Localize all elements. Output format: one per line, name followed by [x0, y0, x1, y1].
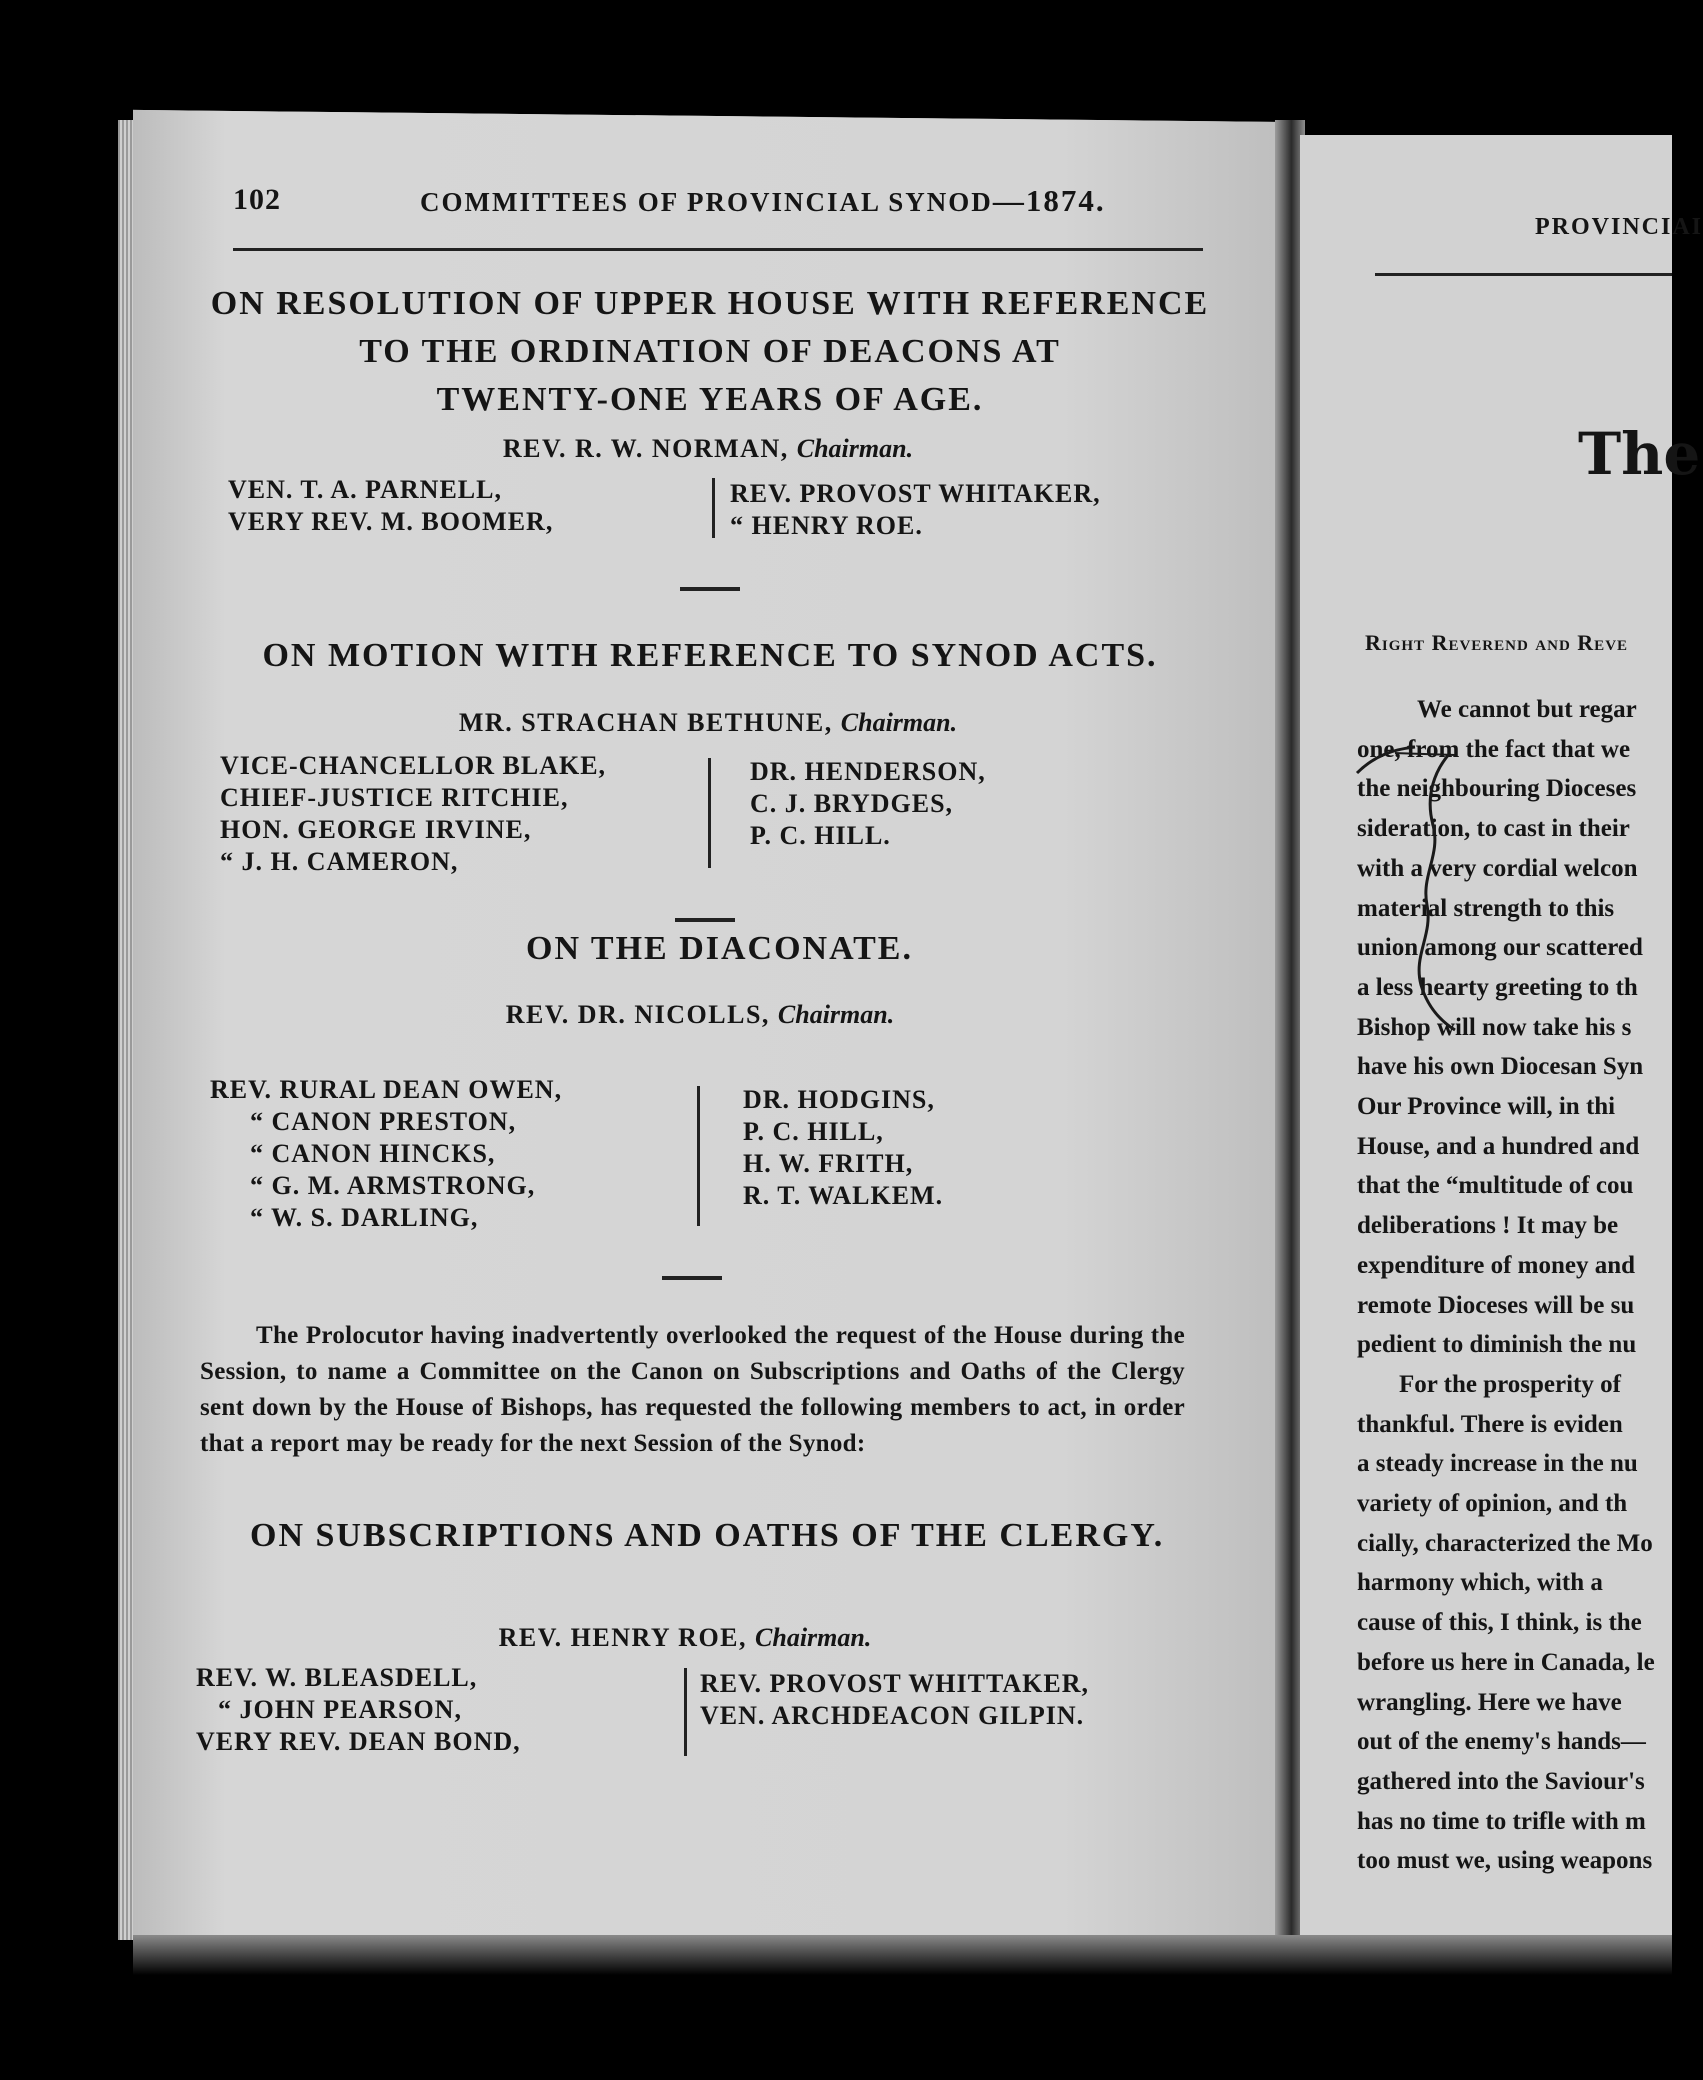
member: “ G. M. ARMSTRONG,: [250, 1171, 536, 1200]
members-left: [220, 750, 606, 878]
member: P. C. HILL.: [750, 821, 891, 850]
chairman-name: REV. HENRY ROE,: [498, 1623, 748, 1652]
right-header-rule: [1375, 273, 1672, 276]
chairman-role: Chairman.: [796, 434, 914, 463]
running-head-text: COMMITTEES OF PROVINCIAL SYNOD: [420, 187, 993, 217]
text-line: pedient to diminish the nu: [1357, 1331, 1637, 1359]
text-line: wrangling. Here we have: [1357, 1688, 1622, 1716]
chairman-role: Chairman.: [840, 708, 958, 737]
member: C. J. BRYDGES,: [750, 789, 954, 818]
chairman-role: Chairman.: [777, 1000, 895, 1029]
member: “ HENRY ROE.: [730, 511, 923, 540]
member: HON. GEORGE IRVINE,: [220, 815, 532, 844]
text-line: that the “multitude of cou: [1357, 1172, 1634, 1200]
member: “ J. H. CAMERON,: [220, 847, 459, 876]
text-line: the neighbouring Dioceses: [1357, 775, 1637, 803]
title-line: ON THE DIACONATE.: [526, 930, 913, 967]
text-line: expenditure of money and: [1357, 1251, 1636, 1279]
text-line: has no time to trifle with m: [1357, 1807, 1646, 1835]
text-line: too must we, using weapons: [1357, 1847, 1653, 1875]
section-title: [210, 925, 1210, 973]
text-line: have his own Diocesan Syn: [1357, 1053, 1644, 1081]
member: CHIEF-JUSTICE RITCHIE,: [220, 783, 569, 812]
members-right: [743, 1084, 943, 1212]
page-bottom-shadow: [133, 1935, 1672, 1975]
title-line: ON RESOLUTION OF UPPER HOUSE WITH REFERENCE: [210, 285, 1210, 322]
text-line: For the prosperity of: [1399, 1370, 1621, 1398]
text-line: deliberations ! It may be: [1357, 1212, 1619, 1240]
section-title: [210, 280, 1210, 424]
header-rule: [233, 248, 1203, 251]
title-line: ON MOTION WITH REFERENCE TO SYNOD ACTS.: [262, 637, 1158, 674]
title-line: TO THE ORDINATION OF DEACONS AT: [359, 333, 1061, 370]
text-line: harmony which, with a: [1357, 1569, 1603, 1597]
page-number: 102: [233, 183, 281, 216]
text-line: Our Province will, in thi: [1357, 1093, 1616, 1121]
title-line: TWENTY-ONE YEARS OF AGE.: [436, 381, 984, 418]
title-line: ON SUBSCRIPTIONS AND OATHS OF THE CLERGY.: [250, 1517, 1165, 1554]
member: “ JOHN PEARSON,: [218, 1695, 462, 1724]
member: P. C. HILL,: [743, 1117, 884, 1146]
text-line: a steady increase in the nu: [1357, 1450, 1638, 1478]
member: VEN. T. A. PARNELL,: [228, 475, 502, 504]
members-right: [730, 478, 1101, 542]
section-separator: [680, 587, 740, 591]
text-line: House, and a hundred and: [1357, 1132, 1640, 1160]
text-line: material strength to this: [1357, 894, 1615, 922]
members-right: [750, 756, 986, 852]
text-line: gathered into the Saviour's: [1357, 1767, 1645, 1795]
member: VERY REV. DEAN BOND,: [196, 1727, 521, 1756]
text-line: variety of opinion, and th: [1357, 1490, 1628, 1518]
member: VEN. ARCHDEACON GILPIN.: [700, 1701, 1085, 1730]
member: H. W. FRITH,: [743, 1149, 914, 1178]
text-line: with a very cordial welcon: [1357, 854, 1638, 882]
section-separator: [675, 918, 735, 922]
chairman-role: Chairman.: [755, 1623, 872, 1652]
member: “ CANON HINCKS,: [250, 1139, 496, 1168]
text-line: cially, characterized the Mo: [1357, 1529, 1653, 1557]
text-line: before us here in Canada, le: [1357, 1648, 1655, 1676]
member: DR. HODGINS,: [743, 1085, 935, 1114]
gothic-title: The: [1578, 420, 1701, 488]
text-line: remote Dioceses will be su: [1357, 1291, 1635, 1319]
salutation: Right Reverend and Reve: [1365, 630, 1629, 655]
text-line: We cannot but regar: [1417, 696, 1637, 723]
text-line: cause of this, I think, is the: [1357, 1609, 1642, 1637]
right-running-head: PROVINCIAI: [1535, 214, 1703, 240]
member: VICE-CHANCELLOR BLAKE,: [220, 751, 607, 780]
text-line: sideration, to cast in their: [1357, 815, 1630, 843]
section-title: [210, 632, 1210, 680]
section-title: [210, 1512, 1210, 1560]
chairman-line: [235, 1623, 1135, 1653]
text-line: a less hearty greeting to th: [1357, 973, 1638, 1001]
section-separator: [662, 1276, 722, 1280]
member: DR. HENDERSON,: [750, 757, 986, 786]
chairman-line: [258, 708, 1158, 738]
members-left: [196, 1662, 521, 1758]
running-head: [420, 183, 1106, 219]
member: R. T. WALKEM.: [743, 1181, 944, 1210]
member: REV. W. BLEASDELL,: [196, 1663, 478, 1692]
member: REV. PROVOST WHITAKER,: [730, 479, 1101, 508]
chairman-line: [258, 434, 1158, 464]
members-right: [700, 1668, 1089, 1732]
member: “ W. S. DARLING,: [250, 1203, 479, 1232]
chairman-name: MR. STRACHAN BETHUNE,: [458, 708, 833, 737]
prolocutor-paragraph: [200, 1318, 1185, 1462]
member: REV. PROVOST WHITTAKER,: [700, 1669, 1089, 1698]
chairman-line: [250, 1000, 1150, 1030]
column-divider: [712, 478, 715, 538]
column-divider: [697, 1086, 700, 1226]
member: “ CANON PRESTON,: [250, 1107, 517, 1136]
member: REV. RURAL DEAN OWEN,: [210, 1075, 563, 1104]
text-line: one, from the fact that we: [1357, 735, 1631, 763]
chairman-name: REV. R. W. NORMAN,: [502, 434, 789, 463]
column-divider: [708, 758, 711, 868]
member: VERY REV. M. BOOMER,: [228, 507, 554, 536]
handwritten-annotation: [1355, 735, 1505, 1045]
text-line: Bishop will now take his s: [1357, 1013, 1632, 1041]
text-line: union among our scattered: [1357, 934, 1643, 962]
members-left: [228, 474, 553, 538]
text-line: out of the enemy's hands—: [1357, 1728, 1646, 1756]
paragraph-text: The Prolocutor having inadvertently overlooked the request of the House during the Session, to name a Committee on the Canon on Subscriptions and Oaths of the Clergy sent down by the House of Bishops, has requested the following members to act, in order that a report may be ready for the next Session of the Synod:: [200, 1322, 1185, 1457]
column-divider: [684, 1668, 687, 1756]
running-head-year: —1874.: [992, 183, 1106, 218]
chairman-name: REV. DR. NICOLLS,: [505, 1000, 770, 1029]
text-line: thankful. There is eviden: [1357, 1410, 1623, 1438]
members-left: [210, 1074, 562, 1234]
